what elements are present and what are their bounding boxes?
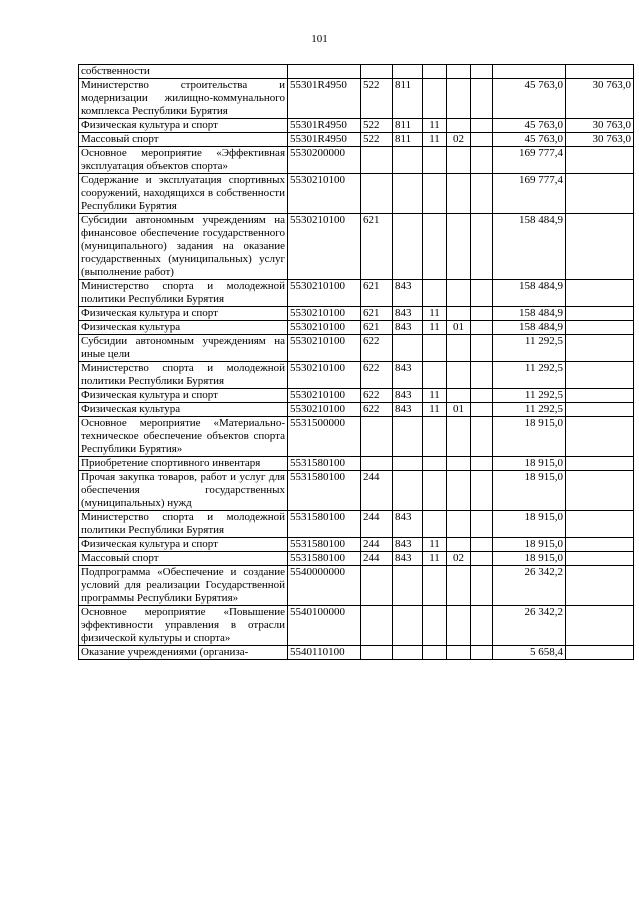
row-code-cell: 5540110100: [288, 646, 361, 660]
row-section-cell: 11: [423, 403, 447, 417]
table-row: [79, 307, 634, 321]
row-amount-cell: 11 292,5: [493, 335, 566, 362]
row-code-cell: 5540100000: [288, 606, 361, 646]
row-name-cell: Физическая культура: [79, 321, 288, 335]
row-amount2-cell: [566, 307, 634, 321]
row-name-cell: Прочая закупка товаров, работ и услуг для обеспечения государственных (муниципальных) нужд: [79, 471, 288, 511]
row-blank-cell: [471, 403, 493, 417]
row-code-cell: 55301R4950: [288, 79, 361, 119]
row-name-cell: Физическая культура и спорт: [79, 119, 288, 133]
table-row: [79, 280, 634, 307]
row-ministry-cell: [393, 147, 423, 174]
row-blank-cell: [471, 214, 493, 280]
row-group-cell: [361, 147, 393, 174]
row-subsection-cell: 02: [447, 552, 471, 566]
row-section-cell: [423, 362, 447, 389]
row-amount2-cell: [566, 646, 634, 660]
row-code-cell: 5530210100: [288, 335, 361, 362]
row-section-cell: [423, 457, 447, 471]
row-name-cell: Основное мероприятие «Материально-техническое обеспечение объектов спорта Республики Бурятия»: [79, 417, 288, 457]
row-section-cell: [423, 417, 447, 457]
row-subsection-cell: [447, 606, 471, 646]
row-ministry-cell: 843: [393, 362, 423, 389]
row-code-cell: 5530210100: [288, 362, 361, 389]
row-blank-cell: [471, 79, 493, 119]
table-row: [79, 321, 634, 335]
row-amount2-cell: [566, 538, 634, 552]
row-group-cell: 622: [361, 389, 393, 403]
table-row: [79, 147, 634, 174]
row-ministry-cell: 843: [393, 389, 423, 403]
table-row: [79, 606, 634, 646]
row-amount-cell: 18 915,0: [493, 471, 566, 511]
row-amount2-cell: [566, 403, 634, 417]
row-code-cell: 5530200000: [288, 147, 361, 174]
row-code-cell: 5530210100: [288, 403, 361, 417]
table-row: [79, 403, 634, 417]
row-group-cell: 621: [361, 307, 393, 321]
row-group-cell: 621: [361, 321, 393, 335]
row-amount-cell: 11 292,5: [493, 389, 566, 403]
row-subsection-cell: [447, 147, 471, 174]
row-amount2-cell: [566, 457, 634, 471]
table-row: [79, 335, 634, 362]
table-row: [79, 417, 634, 457]
row-section-cell: 11: [423, 552, 447, 566]
row-code-cell: 5530210100: [288, 321, 361, 335]
row-code-cell: 5530210100: [288, 214, 361, 280]
table-row: [79, 174, 634, 214]
row-code-cell: 5540000000: [288, 566, 361, 606]
row-section-cell: [423, 646, 447, 660]
row-amount2-cell: [566, 417, 634, 457]
row-section-cell: 11: [423, 119, 447, 133]
row-subsection-cell: [447, 457, 471, 471]
row-amount2-cell: [566, 335, 634, 362]
row-group-cell: 522: [361, 79, 393, 119]
row-subsection-cell: [447, 335, 471, 362]
row-code-cell: 55301R4950: [288, 133, 361, 147]
row-amount2-cell: [566, 362, 634, 389]
row-name-cell: Основное мероприятие «Эффективная эксплуатация объектов спорта»: [79, 147, 288, 174]
table-row: [79, 457, 634, 471]
row-name-cell: Субсидии автономным учреждениям на финансовое обеспечение государственного (муниципального) задания на оказание государственных (муниципальных) услуг (выполнение работ): [79, 214, 288, 280]
row-ministry-cell: 811: [393, 119, 423, 133]
row-subsection-cell: 01: [447, 321, 471, 335]
row-amount-cell: 18 915,0: [493, 511, 566, 538]
row-group-cell: 244: [361, 538, 393, 552]
row-name-cell: Физическая культура и спорт: [79, 307, 288, 321]
table-row: [79, 362, 634, 389]
row-section-cell: [423, 214, 447, 280]
table-row: [79, 79, 634, 119]
row-ministry-cell: [393, 65, 423, 79]
table-row: [79, 65, 634, 79]
row-amount2-cell: [566, 566, 634, 606]
row-ministry-cell: [393, 471, 423, 511]
row-name-cell: Министерство спорта и молодежной политики Республики Бурятия: [79, 280, 288, 307]
row-blank-cell: [471, 335, 493, 362]
row-name-cell: Массовый спорт: [79, 133, 288, 147]
table-row: [79, 646, 634, 660]
row-blank-cell: [471, 457, 493, 471]
row-blank-cell: [471, 646, 493, 660]
row-name-cell: Министерство строительства и модернизации жилищно-коммунального комплекса Республики Бурятия: [79, 79, 288, 119]
row-blank-cell: [471, 321, 493, 335]
row-amount-cell: 11 292,5: [493, 403, 566, 417]
row-group-cell: 522: [361, 119, 393, 133]
row-section-cell: [423, 147, 447, 174]
row-section-cell: [423, 335, 447, 362]
row-ministry-cell: [393, 566, 423, 606]
row-ministry-cell: 843: [393, 552, 423, 566]
row-amount2-cell: [566, 174, 634, 214]
row-ministry-cell: [393, 417, 423, 457]
row-section-cell: [423, 65, 447, 79]
table-row: [79, 214, 634, 280]
row-name-cell: Приобретение спортивного инвентаря: [79, 457, 288, 471]
row-amount2-cell: [566, 471, 634, 511]
table-row: [79, 538, 634, 552]
row-ministry-cell: 811: [393, 79, 423, 119]
row-subsection-cell: [447, 307, 471, 321]
row-ministry-cell: 811: [393, 133, 423, 147]
row-group-cell: [361, 65, 393, 79]
row-amount-cell: 18 915,0: [493, 457, 566, 471]
row-group-cell: 522: [361, 133, 393, 147]
row-group-cell: [361, 417, 393, 457]
row-group-cell: 622: [361, 403, 393, 417]
row-blank-cell: [471, 389, 493, 403]
row-subsection-cell: [447, 646, 471, 660]
row-code-cell: 55301R4950: [288, 119, 361, 133]
row-group-cell: [361, 606, 393, 646]
row-amount-cell: 26 342,2: [493, 566, 566, 606]
row-subsection-cell: [447, 214, 471, 280]
row-amount2-cell: [566, 321, 634, 335]
row-section-cell: 11: [423, 538, 447, 552]
row-blank-cell: [471, 133, 493, 147]
row-code-cell: 5530210100: [288, 307, 361, 321]
row-name-cell: Министерство спорта и молодежной политики Республики Бурятия: [79, 362, 288, 389]
row-ministry-cell: [393, 606, 423, 646]
row-name-cell: Субсидии автономным учреждениям на иные цели: [79, 335, 288, 362]
row-amount-cell: 169 777,4: [493, 174, 566, 214]
row-code-cell: 5531580100: [288, 538, 361, 552]
row-subsection-cell: [447, 65, 471, 79]
row-amount-cell: 45 763,0: [493, 119, 566, 133]
row-amount-cell: 158 484,9: [493, 280, 566, 307]
row-amount-cell: 158 484,9: [493, 321, 566, 335]
row-subsection-cell: 02: [447, 133, 471, 147]
row-amount-cell: 18 915,0: [493, 552, 566, 566]
row-name-cell: собственности: [79, 65, 288, 79]
row-code-cell: 5531580100: [288, 457, 361, 471]
row-group-cell: 621: [361, 280, 393, 307]
row-subsection-cell: [447, 79, 471, 119]
row-group-cell: 244: [361, 471, 393, 511]
row-section-cell: [423, 511, 447, 538]
row-amount-cell: 11 292,5: [493, 362, 566, 389]
row-blank-cell: [471, 174, 493, 214]
row-subsection-cell: [447, 389, 471, 403]
row-subsection-cell: [447, 511, 471, 538]
row-blank-cell: [471, 566, 493, 606]
row-amount-cell: 158 484,9: [493, 307, 566, 321]
row-amount2-cell: [566, 552, 634, 566]
row-section-cell: [423, 280, 447, 307]
row-name-cell: Основное мероприятие «Повышение эффективности управления в отрасли физической культуры и спорта»: [79, 606, 288, 646]
row-code-cell: 5531580100: [288, 511, 361, 538]
row-name-cell: Министерство спорта и молодежной политики Республики Бурятия: [79, 511, 288, 538]
row-section-cell: [423, 79, 447, 119]
budget-table: [78, 64, 634, 660]
row-amount2-cell: [566, 280, 634, 307]
row-group-cell: [361, 646, 393, 660]
row-blank-cell: [471, 65, 493, 79]
row-amount-cell: 18 915,0: [493, 417, 566, 457]
table-row: [79, 119, 634, 133]
row-ministry-cell: 843: [393, 403, 423, 417]
row-subsection-cell: [447, 417, 471, 457]
row-blank-cell: [471, 119, 493, 133]
row-blank-cell: [471, 552, 493, 566]
row-ministry-cell: 843: [393, 538, 423, 552]
row-subsection-cell: 01: [447, 403, 471, 417]
row-ministry-cell: [393, 174, 423, 214]
row-amount2-cell: 30 763,0: [566, 79, 634, 119]
table-row: [79, 471, 634, 511]
row-amount2-cell: [566, 65, 634, 79]
page-number: 101: [311, 33, 328, 45]
row-blank-cell: [471, 417, 493, 457]
row-subsection-cell: [447, 362, 471, 389]
row-blank-cell: [471, 538, 493, 552]
row-name-cell: Оказание учреждениями (организа-: [79, 646, 288, 660]
row-amount2-cell: 30 763,0: [566, 119, 634, 133]
row-code-cell: 5530210100: [288, 280, 361, 307]
row-name-cell: Содержание и эксплуатация спортивных сооружений, находящихся в собственности Республики Бурятия: [79, 174, 288, 214]
row-subsection-cell: [447, 471, 471, 511]
row-subsection-cell: [447, 280, 471, 307]
row-subsection-cell: [447, 538, 471, 552]
table-row: [79, 389, 634, 403]
row-code-cell: 5531580100: [288, 552, 361, 566]
row-section-cell: 11: [423, 389, 447, 403]
row-amount2-cell: [566, 511, 634, 538]
row-group-cell: 621: [361, 214, 393, 280]
row-amount2-cell: [566, 147, 634, 174]
row-blank-cell: [471, 471, 493, 511]
row-section-cell: 11: [423, 133, 447, 147]
row-subsection-cell: [447, 174, 471, 214]
row-ministry-cell: 843: [393, 321, 423, 335]
row-amount-cell: 18 915,0: [493, 538, 566, 552]
row-group-cell: 244: [361, 552, 393, 566]
row-code-cell: 5531500000: [288, 417, 361, 457]
row-group-cell: 622: [361, 335, 393, 362]
row-ministry-cell: 843: [393, 280, 423, 307]
row-amount-cell: 45 763,0: [493, 133, 566, 147]
row-ministry-cell: 843: [393, 511, 423, 538]
row-amount-cell: 158 484,9: [493, 214, 566, 280]
row-amount2-cell: 30 763,0: [566, 133, 634, 147]
row-amount2-cell: [566, 214, 634, 280]
row-blank-cell: [471, 147, 493, 174]
table-row: [79, 511, 634, 538]
row-group-cell: 622: [361, 362, 393, 389]
row-ministry-cell: 843: [393, 307, 423, 321]
row-section-cell: [423, 566, 447, 606]
row-amount-cell: 26 342,2: [493, 606, 566, 646]
row-amount2-cell: [566, 389, 634, 403]
row-ministry-cell: [393, 646, 423, 660]
row-blank-cell: [471, 307, 493, 321]
row-ministry-cell: [393, 457, 423, 471]
row-code-cell: 5530210100: [288, 389, 361, 403]
row-subsection-cell: [447, 566, 471, 606]
row-group-cell: [361, 174, 393, 214]
row-name-cell: Физическая культура и спорт: [79, 538, 288, 552]
table-row: [79, 552, 634, 566]
row-group-cell: [361, 457, 393, 471]
row-code-cell: 5530210100: [288, 174, 361, 214]
row-section-cell: [423, 471, 447, 511]
row-name-cell: Подпрограмма «Обеспечение и создание условий для реализации Государственной программы Республики Бурятия»: [79, 566, 288, 606]
row-group-cell: 244: [361, 511, 393, 538]
row-name-cell: Физическая культура: [79, 403, 288, 417]
row-amount-cell: 5 658,4: [493, 646, 566, 660]
row-code-cell: 5531580100: [288, 471, 361, 511]
row-ministry-cell: [393, 335, 423, 362]
row-blank-cell: [471, 606, 493, 646]
row-subsection-cell: [447, 119, 471, 133]
row-section-cell: 11: [423, 321, 447, 335]
row-amount-cell: 169 777,4: [493, 147, 566, 174]
row-section-cell: [423, 174, 447, 214]
row-amount-cell: 45 763,0: [493, 79, 566, 119]
row-name-cell: Массовый спорт: [79, 552, 288, 566]
row-amount2-cell: [566, 606, 634, 646]
row-code-cell: [288, 65, 361, 79]
row-amount-cell: [493, 65, 566, 79]
table-body: [79, 65, 634, 660]
table-row: [79, 566, 634, 606]
row-group-cell: [361, 566, 393, 606]
row-section-cell: [423, 606, 447, 646]
row-blank-cell: [471, 511, 493, 538]
table-row: [79, 133, 634, 147]
row-section-cell: 11: [423, 307, 447, 321]
row-ministry-cell: [393, 214, 423, 280]
row-blank-cell: [471, 362, 493, 389]
row-name-cell: Физическая культура и спорт: [79, 389, 288, 403]
row-blank-cell: [471, 280, 493, 307]
